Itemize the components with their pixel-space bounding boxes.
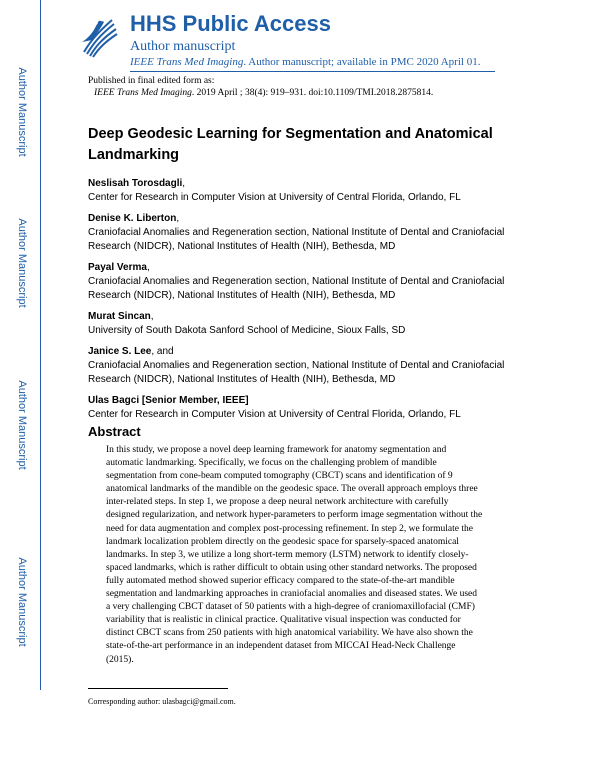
sidebar-label-text: Author Manuscript [16,557,28,647]
abstract-line: segmentation from cone-beam computed tomography (CBCT) scans and identification of 9 [106,471,453,482]
abstract-line: fully automated method showed superior efficacy compared to the state-of-the-art mandible [106,575,455,586]
abstract-line: segmentation and landmarking approaches in craniofacial anomalies and diseased states. We used [106,589,478,600]
corresponding-author-footnote: Corresponding author: ulasbagci@gmail.com. [88,697,236,706]
abstract-line: landmarks. In step 3, we utilize a long short-term memory (LSTM) network to identify closely- [106,549,469,560]
author-manuscript-subtitle: Author manuscript [130,39,236,54]
hhs-eagle-logo-icon [76,12,120,60]
sidebar-label-text: Author Manuscript [16,218,28,308]
author-entry [88,345,528,387]
abstract-line: landmark localization problem directly on the geodesic space for sparsely-spaced anatomical [106,536,459,547]
author-suffix: , [182,178,186,189]
availability-text: . Author manuscript; available in PMC 2020 April 01. [243,56,481,68]
author-name: Janice S. Lee [88,346,152,357]
author-name: Payal Verma [88,262,147,273]
journal-availability-line [130,56,480,68]
author-list [88,177,528,429]
published-label: Published in final edited form as: [88,76,215,86]
author-entry [88,177,528,205]
abstract-line: inter-related steps. In step 1, we propose a deep neural network architecture with carefully [106,497,449,508]
author-entry [88,310,528,338]
abstract-line: spaced landmarks, which is rather difficult to obtain using other standard networks. The proposed [106,562,477,573]
abstract-line: designed regularization, and network hyper-parameters to perform image segmentation without the [106,510,483,521]
author-affiliation: Craniofacial Anomalies and Regeneration section, National Institute of Dental and Craniofacial Research (NIDCR), National Institutes of Health (NIH), Bethesda, MD [88,227,505,252]
abstract-line: state-of-the-art performance in an independent dataset from MICCAI Head-Neck Challenge [106,641,456,652]
author-suffix: , [146,262,150,273]
footnote-divider [88,688,228,689]
abstract-body [106,444,518,667]
citation-details: . 2019 April ; 38(4): 919–931. doi:10.1109/TMI.2018.2875814. [191,88,434,98]
abstract-line: (2015). [106,654,134,665]
author-affiliation: Craniofacial Anomalies and Regeneration section, National Institute of Dental and Craniofacial Research (NIDCR), National Institutes of Health (NIH), Bethesda, MD [88,276,505,301]
author-name: Neslisah Torosdagli [88,178,183,189]
hhs-public-access-title: HHS Public Access [130,11,331,36]
sidebar-label-text: Author Manuscript [16,67,28,157]
abstract-line: anatomical landmarks of the mandible on the geodesic space. The overall approach employs three [106,484,478,495]
abstract-line: In this study, we propose a novel deep learning framework for anatomy segmentation and [106,445,447,455]
journal-name: IEEE Trans Med Imaging [130,56,244,68]
author-affiliation: Center for Research in Computer Vision at University of Central Florida, Orlando, FL [88,409,461,420]
author-affiliation: University of South Dakota Sanford School of Medicine, Sioux Falls, SD [88,325,406,336]
author-suffix: , [176,213,180,224]
abstract-line: variability that is realistic in clinical practice. Qualitative visual inspection was conducted for [106,615,461,626]
abstract-heading: Abstract [88,424,141,439]
abstract-line: a very challenging CBCT dataset of 50 patients with a high-degree of craniomaxillofacial (CMF) [106,602,475,613]
citation-line [94,88,433,98]
author-name: Denise K. Liberton [88,213,177,224]
author-affiliation: Craniofacial Anomalies and Regeneration section, National Institute of Dental and Craniofacial Research (NIDCR), National Institutes of Health (NIH), Bethesda, MD [88,360,505,385]
paper-title: Deep Geodesic Learning for Segmentation and Anatomical Landmarking [88,126,493,163]
author-entry [88,394,528,422]
header-divider [130,71,495,72]
author-entry [88,261,528,303]
author-suffix: , [150,311,154,322]
author-suffix: , and [151,346,174,357]
sidebar-label-text: Author Manuscript [16,380,28,470]
abstract-line: automatic landmarking. Specifically, we focus on the challenging problem of mandible [106,458,437,469]
author-name: Ulas Bagci [Senior Member, IEEE] [88,395,249,406]
author-affiliation: Center for Research in Computer Vision at University of Central Florida, Orlando, FL [88,192,461,203]
abstract-line: need for data augmentation and complex post-processing refinement. In step 2, we formulate the [106,523,473,534]
author-entry [88,212,528,254]
author-name: Murat Sincan [88,311,151,322]
citation-journal: IEEE Trans Med Imaging [94,88,192,98]
abstract-line: distinct CBCT scans from 250 patients with high anatomical variability. We have also shown the [106,628,473,639]
